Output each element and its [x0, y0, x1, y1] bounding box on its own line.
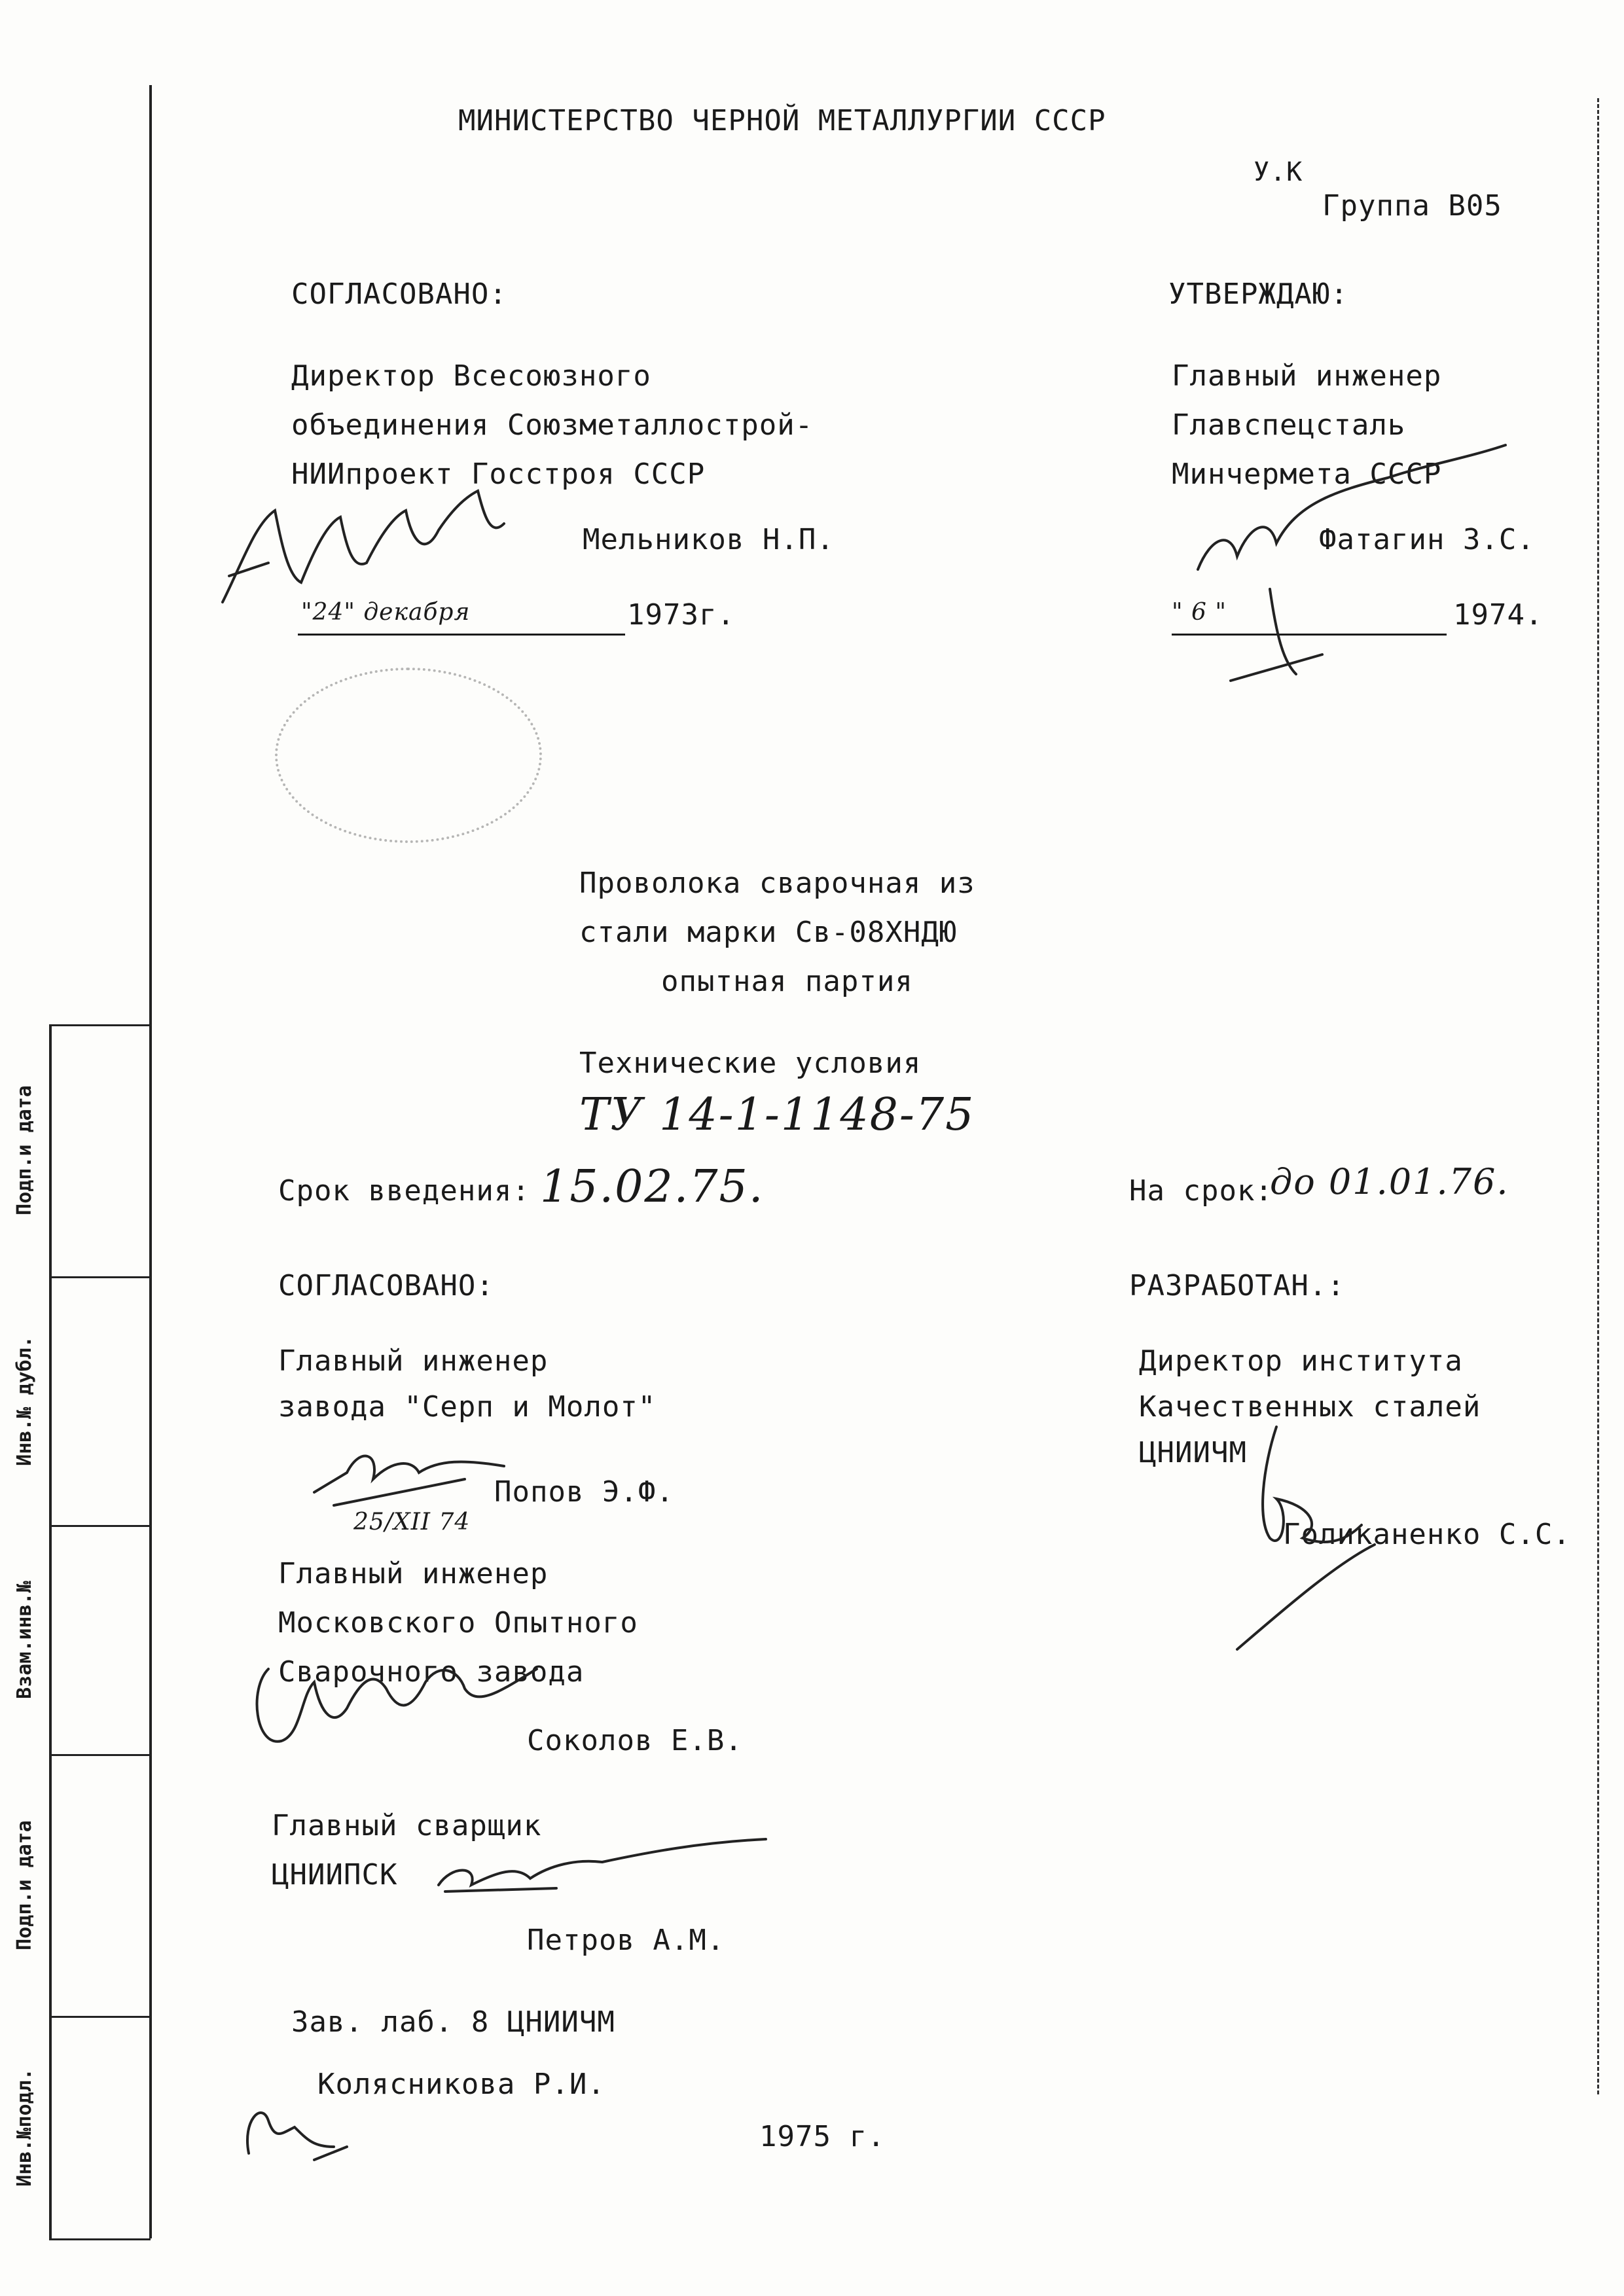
right-approval-name: Фатагин З.С. — [1319, 523, 1535, 556]
left-approval-name: Мельников Н.П. — [583, 523, 835, 556]
agreed-p1-line-1: Главный инженер — [278, 1344, 549, 1378]
developed-line-3: ЦНИИЧМ — [1139, 1436, 1247, 1469]
agreed-p3-line-2: ЦНИИПСК — [272, 1858, 398, 1892]
left-approval-line-3: НИИпроект Госстроя СССР — [291, 457, 706, 491]
end-date-value: до 01.01.76. — [1270, 1161, 1509, 1202]
left-approval-date-underline — [298, 634, 625, 636]
left-approval-date-handwritten: "24" декабря — [301, 599, 471, 626]
agreed-p4-signature — [236, 2081, 367, 2166]
group-label: Группа В05 — [1322, 189, 1502, 223]
right-approval-line-2: Главспецсталь — [1172, 408, 1406, 442]
ministry-title: МИНИСТЕРСТВО ЧЕРНОЙ МЕТАЛЛУРГИИ СССР — [458, 104, 1106, 137]
margin-table-line-4 — [49, 2016, 151, 2018]
title-line-3: опытная партия — [661, 965, 913, 998]
agreed-p3-line-1: Главный сварщик — [272, 1809, 542, 1842]
agreed-p1-signature — [308, 1433, 517, 1512]
agreed-p2-line-2: Московского Опытного — [278, 1606, 638, 1640]
right-margin-dashes — [1597, 98, 1599, 2094]
spec-label: Технические условия — [579, 1047, 922, 1080]
developed-signature — [1231, 1414, 1492, 1662]
right-approval-heading: УТВЕРЖДАЮ: — [1168, 278, 1348, 311]
agreed-p3-signature — [425, 1826, 792, 1905]
margin-cell-sign-date-2: Подп.и дата — [13, 1820, 36, 1950]
margin-table-line-2 — [49, 1525, 151, 1527]
margin-cell-orig-inv: Инв.№подл. — [13, 2068, 36, 2187]
right-approval-date-handwritten: " 6 " — [1172, 599, 1227, 626]
spec-code: ТУ 14-1-1148-75 — [579, 1089, 975, 1141]
agreed-p2-signature — [242, 1630, 609, 1761]
margin-cell-sign-date-1: Подп.и дата — [13, 1085, 36, 1215]
agreed-p4-name: Колясникова Р.И. — [317, 2068, 605, 2101]
margin-cell-dup-inv: Инв.№ дубл. — [13, 1335, 36, 1466]
margin-table-left-edge — [49, 1024, 52, 2238]
developed-line-2: Качественных сталей — [1139, 1390, 1481, 1424]
agreed-p4-line-1: Зав. лаб. 8 ЦНИИЧМ — [291, 2005, 615, 2039]
margin-table-bottom — [49, 2238, 151, 2240]
left-approval-line-2: объединения Союзметаллострой- — [291, 408, 814, 442]
agreed-p1-name: Попов Э.Ф. — [494, 1475, 674, 1509]
footer-year: 1975 г. — [759, 2120, 886, 2153]
title-line-1: Проволока сварочная из — [579, 867, 975, 900]
start-date-value: 15.02.75. — [540, 1161, 765, 1213]
agreed-heading: СОГЛАСОВАНО: — [278, 1269, 494, 1302]
margin-table-top — [49, 1024, 151, 1026]
start-date-label: Срок введения: — [278, 1174, 530, 1208]
official-stamp — [275, 668, 542, 843]
agreed-p2-line-3: Сварочного завода — [278, 1655, 585, 1689]
left-approval-line-1: Директор Всесоюзного — [291, 359, 651, 393]
agreed-p2-line-1: Главный инженер — [278, 1557, 549, 1590]
left-approval-signature — [216, 484, 583, 615]
agreed-p3-name: Петров А.М. — [527, 1924, 725, 1957]
developed-heading: РАЗРАБОТАН.: — [1129, 1269, 1345, 1302]
udk-label: У.К — [1254, 157, 1303, 187]
agreed-p1-line-2: завода "Серп и Молот" — [278, 1390, 657, 1424]
binding-line — [149, 85, 152, 2238]
right-approval-year: 1974. — [1453, 598, 1543, 632]
title-line-2: стали марки Св-08ХНДЮ — [579, 916, 958, 949]
developed-line-1: Директор института — [1139, 1344, 1463, 1378]
left-approval-year: 1973г. — [627, 598, 735, 632]
margin-table-line-1 — [49, 1276, 151, 1278]
margin-cell-replace-inv: Взам.инв.№ — [13, 1580, 36, 1699]
agreed-p1-date-handwritten: 25/XII 74 — [353, 1509, 471, 1535]
right-approval-line-3: Минчермета СССР — [1172, 457, 1442, 491]
developed-name: Голиканенко С.С. — [1283, 1518, 1571, 1551]
right-approval-line-1: Главный инженер — [1172, 359, 1442, 393]
margin-table-line-3 — [49, 1754, 151, 1756]
agreed-p2-name: Соколов Е.В. — [527, 1724, 743, 1757]
right-approval-signature — [1191, 419, 1532, 694]
end-date-label: На срок: — [1129, 1174, 1273, 1208]
left-approval-heading: СОГЛАСОВАНО: — [291, 278, 507, 311]
